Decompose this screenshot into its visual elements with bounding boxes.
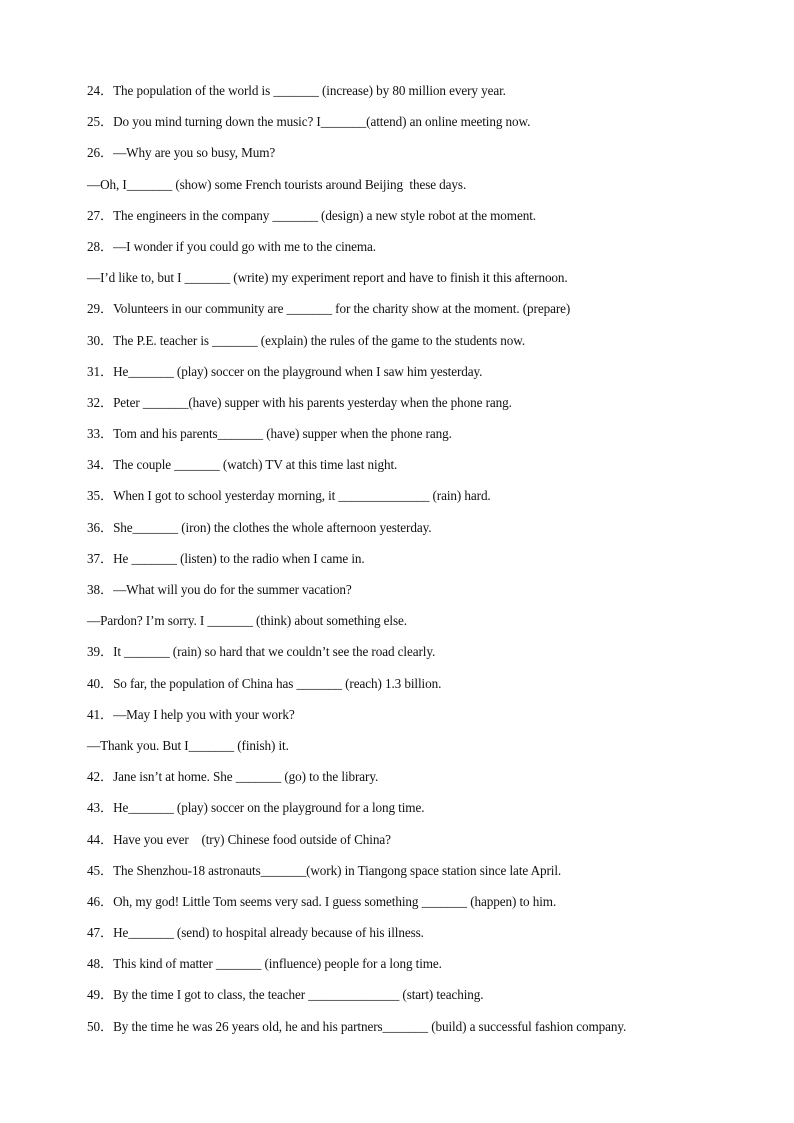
line-26-question: 26．—Why are you so busy, Mum? xyxy=(87,145,276,161)
line-35: 35．When I got to school yesterday morning, it ______________ (rain) hard. xyxy=(87,488,491,504)
line-32: 32．Peter _______(have) supper with his parents yesterday when the phone rang. xyxy=(87,394,512,410)
exercise-list xyxy=(87,80,767,1047)
line-31: 31．He_______ (play) soccer on the playground when I saw him yesterday. xyxy=(87,363,483,379)
line-34: 34．The couple _______ (watch) TV at this time last night. xyxy=(87,457,398,473)
line-45: 45．The Shenzhou-18 astronauts_______(work) in Tiangong space station since late April. xyxy=(87,862,562,878)
line-41-answer: —Thank you. But I_______ (finish) it. xyxy=(87,737,289,753)
line-50: 50．By the time he was 26 years old, he and his partners_______ (build) a successful fashion company. xyxy=(87,1018,627,1034)
line-30: 30．The P.E. teacher is _______ (explain) the rules of the game to the students now. xyxy=(87,332,526,348)
line-48: 48．This kind of matter _______ (influence) people for a long time. xyxy=(87,956,442,972)
line-26-answer: —Oh, I_______ (show) some French tourists around Beijing these days. xyxy=(87,176,467,192)
line-43: 43．He_______ (play) soccer on the playground for a long time. xyxy=(87,800,425,816)
line-44: 44．Have you ever (try) Chinese food outside of China? xyxy=(87,831,391,847)
line-40: 40．So far, the population of China has _______ (reach) 1.3 billion. xyxy=(87,675,442,691)
line-33: 33．Tom and his parents_______ (have) supper when the phone rang. xyxy=(87,426,452,442)
line-27: 27．The engineers in the company _______ (design) a new style robot at the moment. xyxy=(87,207,536,223)
line-38-answer: —Pardon? I’m sorry. I _______ (think) about something else. xyxy=(87,613,407,629)
line-37: 37．He _______ (listen) to the radio when I came in. xyxy=(87,550,365,566)
line-38-question: 38．—What will you do for the summer vacation? xyxy=(87,582,352,597)
line-49: 49．By the time I got to class, the teacher ______________ (start) teaching. xyxy=(87,987,484,1003)
line-42: 42．Jane isn’t at home. She _______ (go) to the library. xyxy=(87,769,379,785)
line-28-answer: —I’d like to, but I _______ (write) my experiment report and have to finish it this afternoon. xyxy=(87,270,568,286)
line-25: 25．Do you mind turning down the music? I_______(attend) an online meeting now. xyxy=(87,114,531,130)
line-46: 46．Oh, my god! Little Tom seems very sad. I guess something _______ (happen) to him. xyxy=(87,893,557,909)
line-47: 47．He_______ (send) to hospital already because of his illness. xyxy=(87,925,424,941)
line-39: 39．It _______ (rain) so hard that we couldn’t see the road clearly. xyxy=(87,644,436,660)
line-41-question: 41．—May I help you with your work? xyxy=(87,706,295,722)
line-24: 24．The population of the world is _______ (increase) by 80 million every year. xyxy=(87,83,506,98)
line-28-question: 28．—I wonder if you could go with me to the cinema. xyxy=(87,238,376,254)
line-36: 36．She_______ (iron) the clothes the whole afternoon yesterday. xyxy=(87,519,432,535)
line-29: 29．Volunteers in our community are _______ for the charity show at the moment. (prepare) xyxy=(87,301,571,317)
